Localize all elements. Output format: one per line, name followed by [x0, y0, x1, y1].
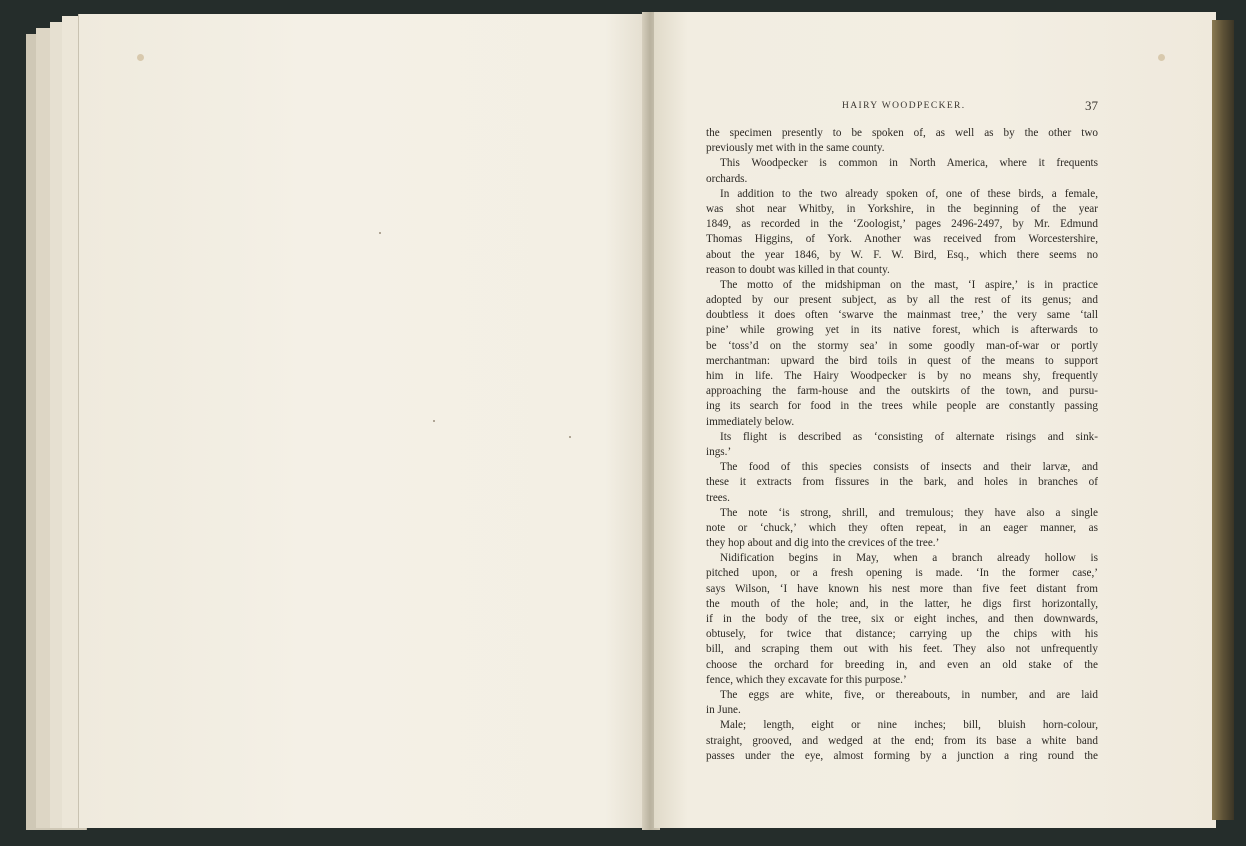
text-line: the mouth of the hole; and, in the latter, he digs first horizontally, [706, 597, 1098, 610]
text-line: if in the body of the tree, six or eight inches, and then downwards, [706, 613, 1098, 625]
text-line: Its flight is described as ‘consisting of alternate risings and sink- [720, 430, 1098, 443]
text-line: note or ‘chuck,’ which they often repeat, in an eager manner, as [706, 521, 1098, 534]
foxing-spot [137, 54, 144, 61]
text-line: was shot near Whitby, in Yorkshire, in the beginning of the year [706, 202, 1098, 215]
text-line: orchards. [706, 172, 748, 185]
text-line: obtusely, for twice that distance; carrying up the chips with his [706, 628, 1098, 641]
text-line: fence, which they excavate for this purpose.’ [706, 673, 907, 686]
text-line: pine’ while growing yet in its native forest, which is afterwards to [706, 324, 1098, 337]
text-line: The eggs are white, five, or thereabouts, in number, and are laid [720, 688, 1098, 701]
text-line: This Woodpecker is common in North America, where it frequents [720, 157, 1098, 170]
text-line: Nidification begins in May, when a branch already hollow is [720, 552, 1098, 565]
text-line: merchantman: upward the bird toils in quest of the means to support [706, 354, 1098, 367]
text-line: they hop about and dig into the crevices of the tree.’ [706, 537, 940, 550]
text-line: doubtless it does often ‘swarve the mainmast tree,’ the very same ‘tall [706, 309, 1098, 322]
text-line: ings.’ [706, 445, 732, 458]
text-line: previously met with in the same county. [706, 142, 885, 155]
foxing-spot [569, 436, 571, 438]
text-line: be ‘toss’d on the stormy sea’ in some goodly man-of-war or portly [706, 339, 1098, 352]
text-line: choose the orchard for breeding in, and even an old stake of the [706, 658, 1098, 671]
text-line: him in life. The Hairy Woodpecker is by no means shy, frequently [706, 370, 1098, 382]
running-title: HAIRY WOODPECKER. [842, 101, 966, 111]
text-line: approaching the farm-house and the outskirts of the town, and pursu- [706, 385, 1098, 398]
text-line: about the year 1846, by W. F. W. Bird, Esq., which there seems no [706, 248, 1098, 261]
left-page-blank [78, 14, 651, 828]
text-line: ing its search for food in the trees while people are constantly passing [706, 400, 1098, 413]
text-line: bill, and scraping them out with his feet. They also not unfrequently [706, 643, 1098, 656]
page-number: 37 [1085, 98, 1098, 113]
text-line: the specimen presently to be spoken of, as well as by the other two [706, 127, 1098, 139]
foxing-spot [379, 232, 381, 234]
text-line: immediately below. [706, 415, 795, 428]
page-header [710, 98, 1098, 116]
text-line: in June. [706, 704, 741, 717]
text-line: The note ‘is strong, shrill, and tremulous; they have also a single [720, 506, 1098, 519]
foxing-spot [1158, 54, 1165, 61]
text-line: straight, grooved, and wedged at the end; from its base a white band [706, 734, 1098, 747]
text-line: In addition to the two already spoken of, one of these birds, a female, [720, 187, 1098, 200]
text-line: trees. [706, 491, 730, 504]
text-line: reason to doubt was killed in that county. [706, 263, 890, 276]
foxing-spot [433, 420, 435, 422]
text-line: 1849, as recorded in the ‘Zoologist,’ pages 2496-2497, by Mr. Edmund [706, 218, 1098, 231]
text-line: pitched upon, or a fresh opening is made. ‘In the former case,’ [706, 567, 1098, 580]
text-line: The motto of the midshipman on the mast, ‘I aspire,’ is in practice [720, 278, 1098, 291]
text-line: these it extracts from fissures in the bark, and holes in branches of [706, 476, 1098, 489]
text-line: passes under the eye, almost forming by a junction a ring round the [706, 749, 1098, 762]
text-line: Male; length, eight or nine inches; bill, bluish horn-colour, [720, 719, 1098, 732]
book-cover-edge [1212, 20, 1234, 820]
text-line: adopted by our present subject, as by all the rest of its genus; and [706, 294, 1098, 307]
text-line: Thomas Higgins, of York. Another was received from Worcestershire, [706, 233, 1098, 246]
text-line: says Wilson, ‘I have known his nest more than five feet distant from [706, 582, 1098, 595]
body-text [706, 126, 1098, 764]
text-line: The food of this species consists of insects and their larvæ, and [720, 461, 1098, 474]
